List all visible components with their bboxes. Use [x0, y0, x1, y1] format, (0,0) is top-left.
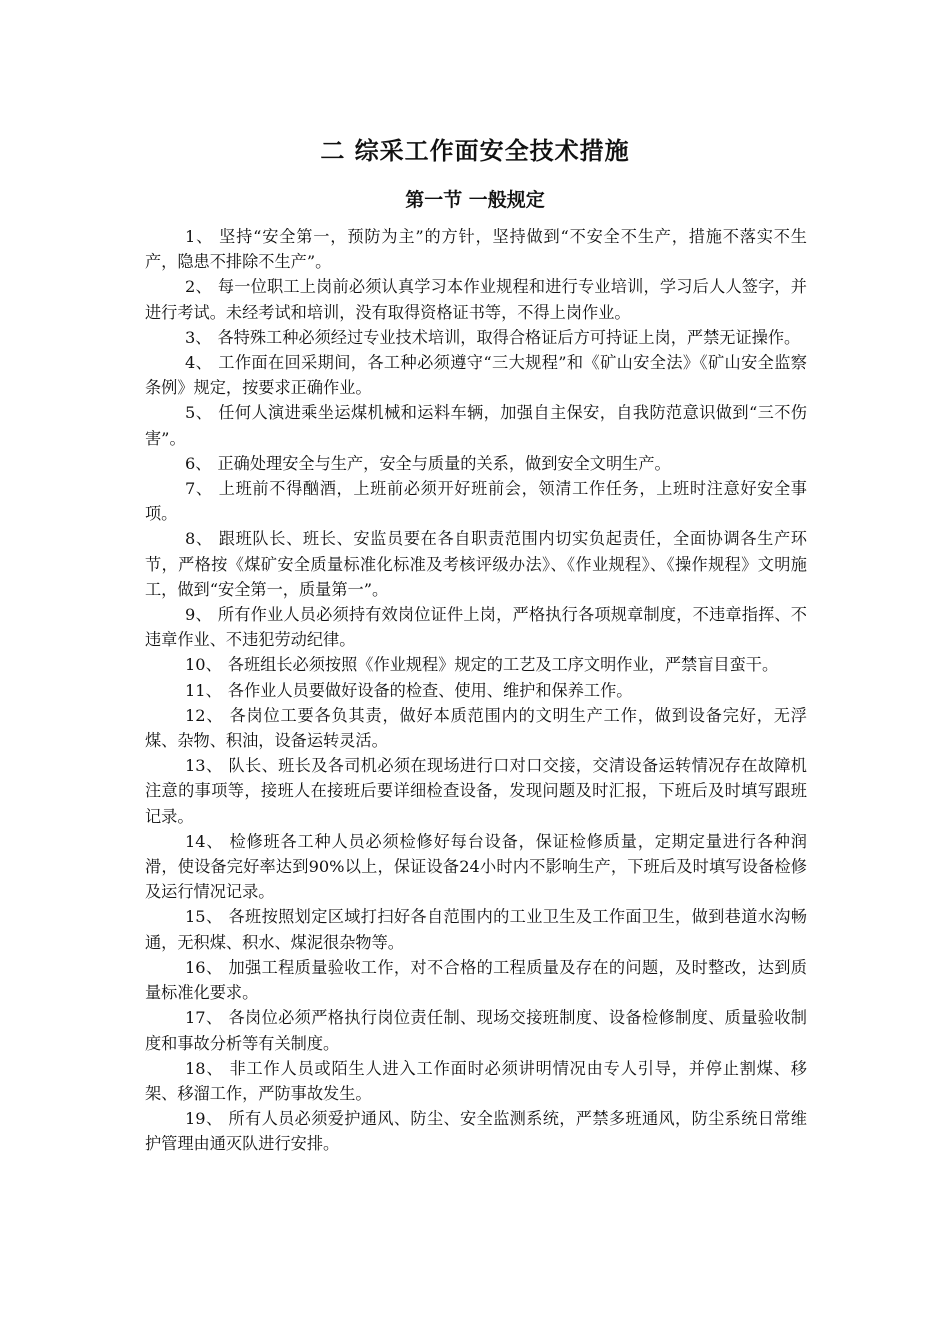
rule-text: 队长、班长及各司机必须在现场进行口对口交接，交清设备运转情况存在故障机注意的事项等，接班人在接班后要详细检查设备，发现问题及时汇报，下班后及时填写跟班记录。 [145, 756, 807, 826]
rule-number: 12、 [185, 705, 224, 725]
rule-number: 9、 [185, 605, 212, 625]
rule-item [145, 678, 807, 703]
rule-number: 6、 [185, 453, 212, 473]
rule-item [145, 602, 807, 652]
rule-text: 每一位职工上岗前必须认真学习本作业规程和进行专业培训，学习后人人签字，并进行考试。未经考试和培训，没有取得资格证书等，不得上岗作业。 [145, 277, 807, 322]
rule-item [145, 904, 807, 954]
rule-number: 2、 [185, 277, 212, 297]
page-title: 二 综采工作面安全技术措施 [320, 136, 630, 165]
rule-text: 各岗位工要各负其责，做好本质范围内的文明生产工作，做到设备完好，无浮煤、杂物、积油，设备运转灵活。 [145, 705, 807, 751]
rule-number: 3、 [185, 327, 212, 347]
rule-text: 工作面在回采期间，各工种必须遵守“三大规程”和《矿山安全法》《矿山安全监察条例》规定，按要求正确作业。 [145, 353, 807, 398]
rule-text: 坚持“安全第一，预防为主”的方针，坚持做到“不安全不生产，措施不落实不生产，隐患不排除不生产”。 [145, 227, 807, 272]
rule-item [145, 224, 807, 274]
rule-text: 非工作人员或陌生人进入工作面时必须讲明情况由专人引导，并停止割煤、移架、移溜工作，严防事故发生。 [145, 1058, 807, 1103]
section-heading: 第一节 一般规定 [405, 189, 545, 211]
rule-item [145, 451, 807, 476]
rule-item [145, 325, 807, 350]
rule-number: 4、 [185, 353, 213, 373]
rule-number: 16、 [185, 957, 223, 977]
rule-number: 15、 [185, 907, 223, 927]
rule-item [145, 400, 807, 450]
rule-number: 19、 [185, 1109, 223, 1129]
rule-number: 13、 [185, 756, 223, 776]
rule-number: 18、 [185, 1058, 224, 1078]
rule-item [145, 753, 807, 829]
rule-number: 14、 [185, 831, 224, 851]
rule-number: 7、 [185, 479, 213, 499]
rule-text: 各特殊工种必须经过专业技术培训，取得合格证后方可持证上岗，严禁无证操作。 [217, 327, 801, 347]
rule-text: 跟班队长、班长、安监员要在各自职责范围内切实负起责任，全面协调各生产环节，严格按《煤矿安全质量标准化标准及考核评级办法》、《作业规程》、《操作规程》文明施工，做到“安全第一，质量第一”。 [145, 529, 807, 599]
rule-item [145, 955, 807, 1005]
rule-text: 各班组长必须按照《作业规程》规定的工艺及工序文明作业，严禁盲目蛮干。 [227, 655, 779, 675]
rule-text: 各班按照划定区域打扫好各自范围内的工业卫生及工作面卫生，做到巷道水沟畅通，无积煤、积水、煤泥很杂物等。 [145, 907, 807, 952]
rule-text: 上班前不得酗酒，上班前必须开好班前会，领清工作任务，上班时注意好安全事项。 [145, 479, 807, 524]
rule-item [145, 703, 807, 753]
rule-number: 11、 [185, 680, 222, 700]
rules-list [145, 224, 807, 1157]
rule-item [145, 476, 807, 526]
rule-text: 所有作业人员必须持有效岗位证件上岗，严格执行各项规章制度，不违章指挥、不违章作业、不违犯劳动纪律。 [145, 605, 807, 650]
rule-item [145, 274, 807, 324]
rule-item [145, 1005, 807, 1055]
rule-item [145, 350, 807, 400]
rule-item [145, 1106, 807, 1156]
rule-number: 8、 [185, 529, 213, 549]
rule-text: 加强工程质量验收工作，对不合格的工程质量及存在的问题，及时整改，达到质量标准化要求。 [145, 957, 807, 1003]
rule-text: 任何人演进乘坐运煤机械和运料车辆，加强自主保安，自我防范意识做到“三不伤害”。 [145, 403, 807, 448]
rule-number: 10、 [185, 655, 222, 675]
rule-text: 检修班各工种人员必须检修好每台设备，保证检修质量，定期定量进行各种润滑，使设备完好率达到90%以上，保证设备24小时内不影响生产，下班后及时填写设备检修及运行情况记录。 [145, 831, 807, 902]
rule-text: 正确处理安全与生产，安全与质量的关系，做到安全文明生产。 [217, 453, 671, 473]
rule-number: 17、 [185, 1008, 223, 1028]
rule-item [145, 829, 807, 905]
rule-text: 各岗位必须严格执行岗位责任制、现场交接班制度、设备检修制度、质量验收制度和事故分析等有关制度。 [145, 1008, 807, 1053]
rule-item [145, 526, 807, 602]
rule-text: 各作业人员要做好设备的检查、使用、维护和保养工作。 [227, 680, 633, 700]
rule-item [145, 1056, 807, 1106]
rule-text: 所有人员必须爱护通风、防尘、安全监测系统，严禁多班通风，防尘系统日常维护管理由通灭队进行安排。 [145, 1109, 807, 1154]
rule-number: 1、 [185, 227, 214, 246]
rule-item [145, 652, 807, 677]
rule-number: 5、 [185, 403, 213, 423]
